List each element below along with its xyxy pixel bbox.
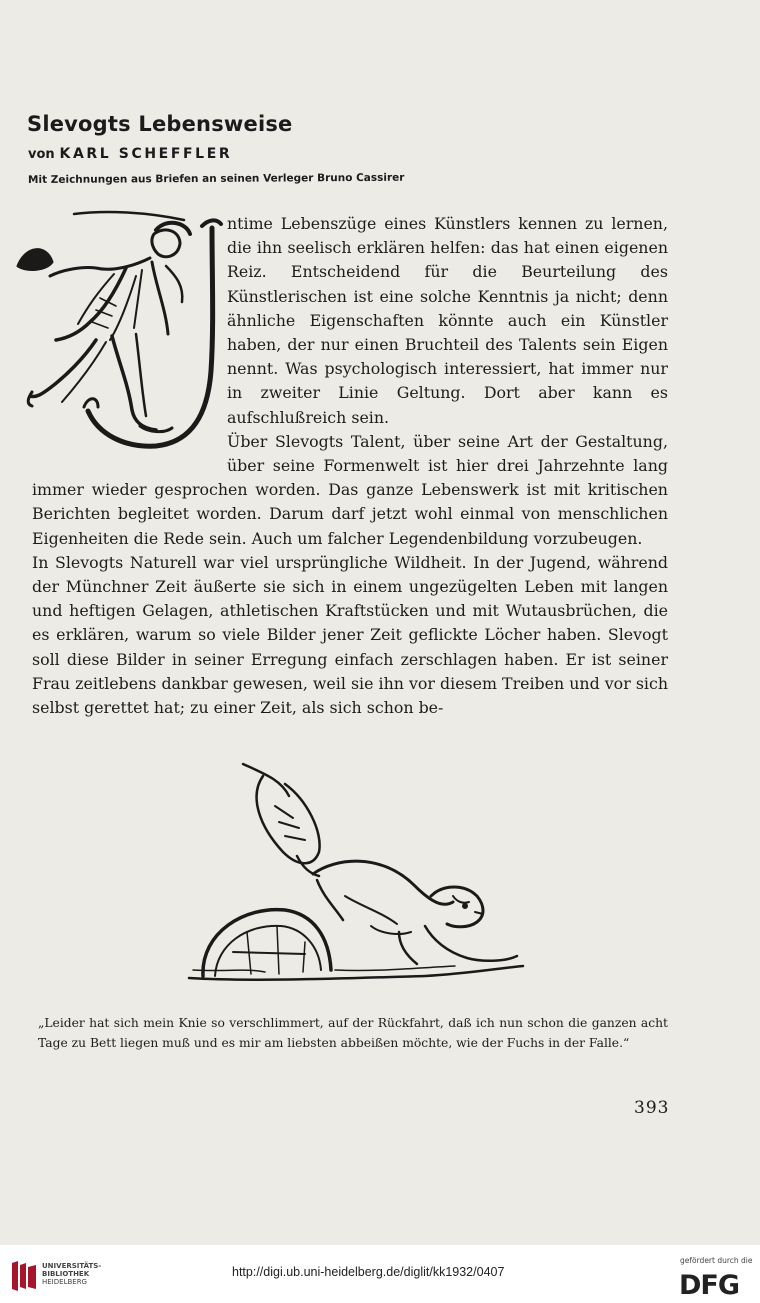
dfg-logo — [678, 1269, 750, 1297]
library-name-line: UNIVERSITÄTS- — [42, 1262, 102, 1270]
heidelberg-library-logo-icon — [10, 1259, 38, 1293]
body-paragraph: In Slevogts Naturell war viel ursprüngliche Wildheit. In der Jugend, während der Münchner Zeit äußerte sie sich in einem ungezügelten Leben mit langen und heftigen Gelagen, athletischen Kraftstücken und mit Wutausbrüchen, die es erklären, warum so viele Bilder jener Zeit geflickte Löcher haben. Slevogt soll diese Bilder in seiner Erregung einfach zerschlagen haben. Er ist seiner Frau zeitlebens dankbar gewesen, weil sie ihn vor diesem Treiben und vor sich selbst gerettet hat; zu einer Zeit, als sich schon be- — [32, 552, 668, 718]
fox-in-trap-sketch — [185, 756, 525, 991]
library-name-line: HEIDELBERG — [42, 1278, 87, 1287]
byline-prefix: von — [28, 147, 55, 162]
library-name-line: BIBLIOTHEK — [42, 1270, 90, 1279]
dfg-logo-text: DFG — [679, 1270, 740, 1297]
article-body — [32, 212, 668, 720]
figure-caption: „Leider hat sich mein Knie so verschlimmert, auf der Rückfahrt, daß ich nun schon die ganzen acht Tage zu Bett liegen muß und es mir am liebsten abbeißen möchte, wie der Fuchs in der Falle.“ — [38, 1016, 668, 1050]
permalink-url[interactable]: http://digi.ub.uni-heidelberg.de/diglit/kk1932/0407 — [232, 1265, 505, 1279]
page-number: 393 — [634, 1098, 670, 1118]
dropcap-spacer — [32, 212, 227, 472]
author-name: KARL SCHEFFLER — [59, 146, 233, 162]
funded-by-label: gefördert durch die — [680, 1256, 753, 1265]
body-paragraph: ntime Lebenszüge eines Künstlers kennen zu lernen, die ihn seelisch erklären helfen: das hat einen eigenen Reiz. Entscheidend für die Beurteilung des Künstlerischen ist eine solche Kenntnis ja nicht; denn ähnliche Eigenschaften könnte auch ein Künstler haben, der nur einen Bruchteil des Talents sein Eigen nennt. Was psychologisch interessiert, hat immer nur in zweiter Linie Geltung. Dort aber kann es aufschlußreich sein. — [227, 214, 668, 427]
article-subtitle: Mit Zeichnungen aus Briefen an seinen Verleger Bruno Cassirer — [27, 171, 405, 186]
article-title: Slevogts Lebensweise — [27, 112, 293, 136]
byline — [28, 146, 232, 162]
library-name — [42, 1262, 101, 1287]
viewer-footer — [0, 1245, 760, 1303]
body-paragraph: Über Slevogts Talent, über seine Art der Gestaltung, über seine Formenwelt ist hier drei Jahrzehnte lang immer wieder gesprochen worden. Das ganze Lebenswerk ist mit kritischen Berichten begleitet worden. Darum darf jetzt wohl einmal von menschlichen Eigenheiten die Rede sein. Auch um falcher Legendenbildung vorzubeugen. — [32, 431, 668, 548]
